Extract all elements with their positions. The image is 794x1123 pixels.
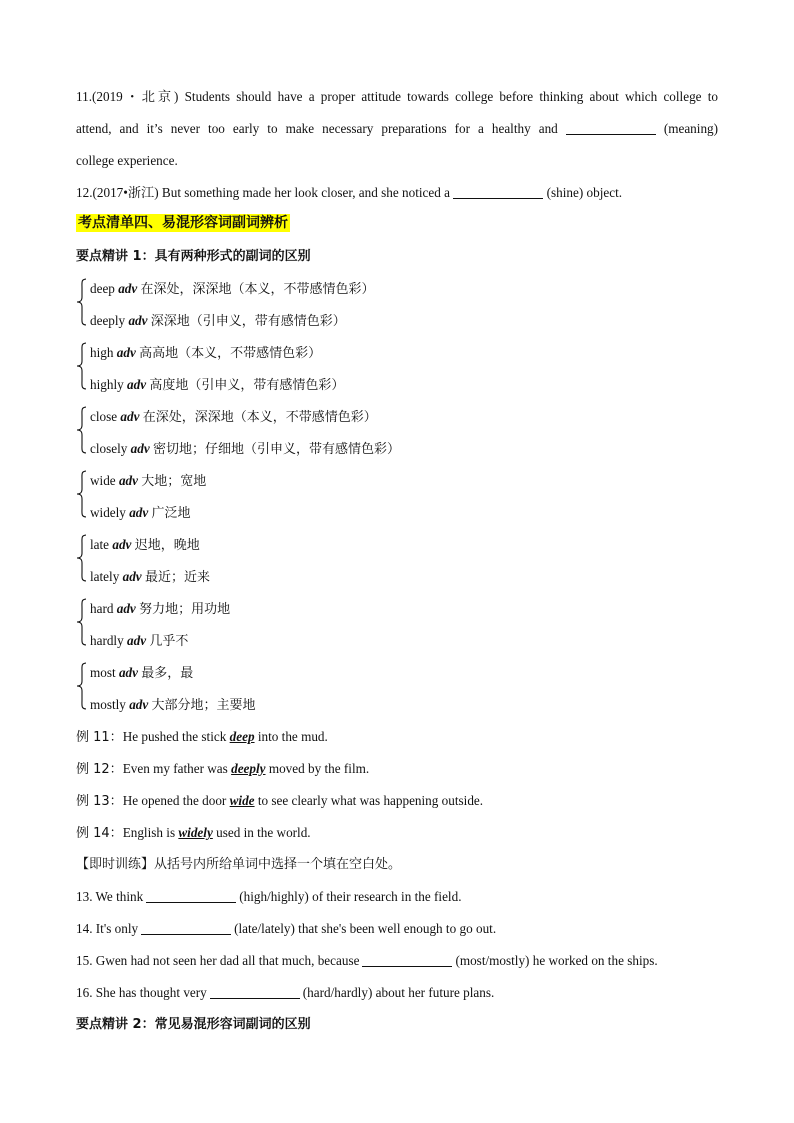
answer-blank	[566, 121, 656, 135]
adverb-word: close	[90, 409, 118, 424]
adverb-word: deep	[90, 281, 115, 296]
brace-icon	[76, 598, 86, 646]
example-keyword: deep	[229, 729, 255, 744]
adverb-entry	[90, 664, 193, 683]
adverb-entry	[90, 344, 321, 363]
example-label: 例 11：	[76, 730, 123, 745]
adverb-word: mostly	[90, 697, 126, 712]
adverb-meaning: 大地；宽地	[141, 474, 207, 489]
adverb-meaning: 高度地（引申义，带有感情色彩）	[149, 378, 345, 393]
answer-blank[interactable]	[362, 953, 452, 967]
part-of-speech: adv	[112, 537, 132, 552]
practice-question	[76, 952, 658, 970]
example-keyword: widely	[178, 825, 213, 840]
part-of-speech: adv	[118, 281, 138, 296]
example-text-post: to see clearly what was happening outside.	[254, 793, 484, 808]
question-11-line-1: 11.(2019・北京) Students should have a proper attitude towards college before thinking about which college to	[76, 89, 718, 104]
adverb-meaning: 深深地（引申义，带有感情色彩）	[150, 314, 346, 329]
adverb-entry	[90, 600, 230, 619]
practice-text-post: (late/lately) that she's been well enough to go out.	[234, 921, 497, 936]
adverb-word: widely	[90, 505, 126, 520]
adverb-meaning: 最近；近来	[144, 570, 210, 585]
part-of-speech: adv	[116, 345, 136, 360]
adverb-entry	[90, 312, 346, 331]
example-sentence	[76, 824, 311, 843]
brace-icon	[76, 470, 86, 518]
answer-blank	[453, 185, 543, 199]
example-text-pre: He opened the door	[122, 793, 230, 808]
example-sentence	[76, 760, 369, 779]
adverb-entry	[90, 504, 191, 523]
adverb-word: lately	[90, 569, 120, 584]
adverb-word: most	[90, 665, 116, 680]
part-of-speech: adv	[127, 633, 147, 648]
example-label: 例 13：	[76, 794, 123, 809]
practice-question	[76, 984, 494, 1002]
adverb-meaning: 广泛地	[151, 506, 191, 521]
answer-blank[interactable]	[146, 889, 236, 903]
practice-question	[76, 888, 462, 906]
part-of-speech: adv	[130, 441, 150, 456]
section-heading-text: 考点清单四、易混形容词副词辨析	[78, 215, 288, 231]
adverb-entry	[90, 408, 377, 427]
part-of-speech: adv	[118, 665, 138, 680]
practice-text-pre: 13. We think	[76, 889, 144, 904]
question-11-text-pre: attend, and it’s never too early to make necessary preparations for a healthy and	[76, 121, 558, 136]
point-2-title: 要点精讲 2：常见易混形容词副词的区别	[76, 1017, 311, 1032]
question-12	[76, 184, 622, 202]
brace-icon	[76, 534, 86, 582]
answer-blank[interactable]	[141, 921, 231, 935]
practice-text-pre: 14. It's only	[76, 921, 139, 936]
question-11-text-post: (meaning)	[663, 121, 719, 136]
part-of-speech: adv	[128, 313, 148, 328]
adverb-word: wide	[90, 473, 116, 488]
question-12-text-pre: 12.(2017•浙江) But something made her look closer, and she noticed a	[76, 185, 450, 200]
point-1-title: 要点精讲 1：具有两种形式的副词的区别	[76, 249, 311, 264]
part-of-speech: adv	[116, 601, 136, 616]
part-of-speech: adv	[129, 697, 149, 712]
adverb-entry	[90, 568, 210, 587]
adverb-word: highly	[90, 377, 124, 392]
practice-title: 【即时训练】从括号内所给单词中选择一个填在空白处。	[76, 857, 402, 872]
example-sentence	[76, 792, 483, 811]
example-text-post: used in the world.	[212, 825, 311, 840]
answer-blank[interactable]	[210, 985, 300, 999]
example-label: 例 12：	[76, 762, 123, 777]
question-12-text-post: (shine) object.	[546, 185, 623, 200]
brace-icon	[76, 662, 86, 710]
adverb-meaning: 密切地；仔细地（引申义，带有感情色彩）	[153, 442, 401, 457]
part-of-speech: adv	[129, 505, 149, 520]
question-11-line-3: college experience.	[76, 153, 178, 168]
adverb-word: high	[90, 345, 114, 360]
example-keyword: deeply	[231, 761, 266, 776]
adverb-meaning: 大部分地；主要地	[151, 698, 256, 713]
brace-icon	[76, 406, 86, 454]
part-of-speech: adv	[120, 409, 140, 424]
adverb-meaning: 迟地，晚地	[134, 538, 200, 553]
adverb-entry	[90, 472, 206, 491]
example-keyword: wide	[229, 793, 255, 808]
adverb-meaning: 几乎不	[149, 634, 189, 649]
adverb-meaning: 在深处，深深地（本义，不带感情色彩）	[142, 410, 377, 425]
question-11-line-2	[76, 120, 718, 138]
example-text-pre: English is	[122, 825, 179, 840]
brace-icon	[76, 278, 86, 326]
practice-question	[76, 920, 496, 938]
practice-text-pre: 15. Gwen had not seen her dad all that much, because	[76, 953, 360, 968]
adverb-word: hardly	[90, 633, 124, 648]
adverb-entry	[90, 696, 256, 715]
example-text-post: into the mud.	[254, 729, 328, 744]
adverb-meaning: 在深处，深深地（本义，不带感情色彩）	[140, 282, 375, 297]
example-text-pre: He pushed the stick	[122, 729, 230, 744]
practice-text-pre: 16. She has thought very	[76, 985, 207, 1000]
example-text-pre: Even my father was	[122, 761, 232, 776]
practice-text-post: (hard/hardly) about her future plans.	[302, 985, 495, 1000]
adverb-meaning: 高高地（本义，不带感情色彩）	[139, 346, 322, 361]
adverb-meaning: 努力地；用功地	[139, 602, 231, 617]
adverb-entry	[90, 376, 344, 395]
example-label: 例 14：	[76, 826, 123, 841]
adverb-word: late	[90, 537, 110, 552]
adverb-meaning: 最多，最	[141, 666, 194, 681]
example-text-post: moved by the film.	[265, 761, 370, 776]
adverb-word: hard	[90, 601, 114, 616]
practice-text-post: (high/highly) of their research in the field.	[239, 889, 462, 904]
adverb-entry	[90, 280, 375, 299]
adverb-entry	[90, 632, 188, 651]
part-of-speech: adv	[118, 473, 138, 488]
part-of-speech: adv	[127, 377, 147, 392]
example-sentence	[76, 728, 328, 747]
adverb-entry	[90, 440, 400, 459]
adverb-word: deeply	[90, 313, 126, 328]
adverb-entry	[90, 536, 200, 555]
adverb-word: closely	[90, 441, 128, 456]
section-heading	[76, 214, 290, 232]
practice-text-post: (most/mostly) he worked on the ships.	[455, 953, 658, 968]
part-of-speech: adv	[122, 569, 142, 584]
brace-icon	[76, 342, 86, 390]
